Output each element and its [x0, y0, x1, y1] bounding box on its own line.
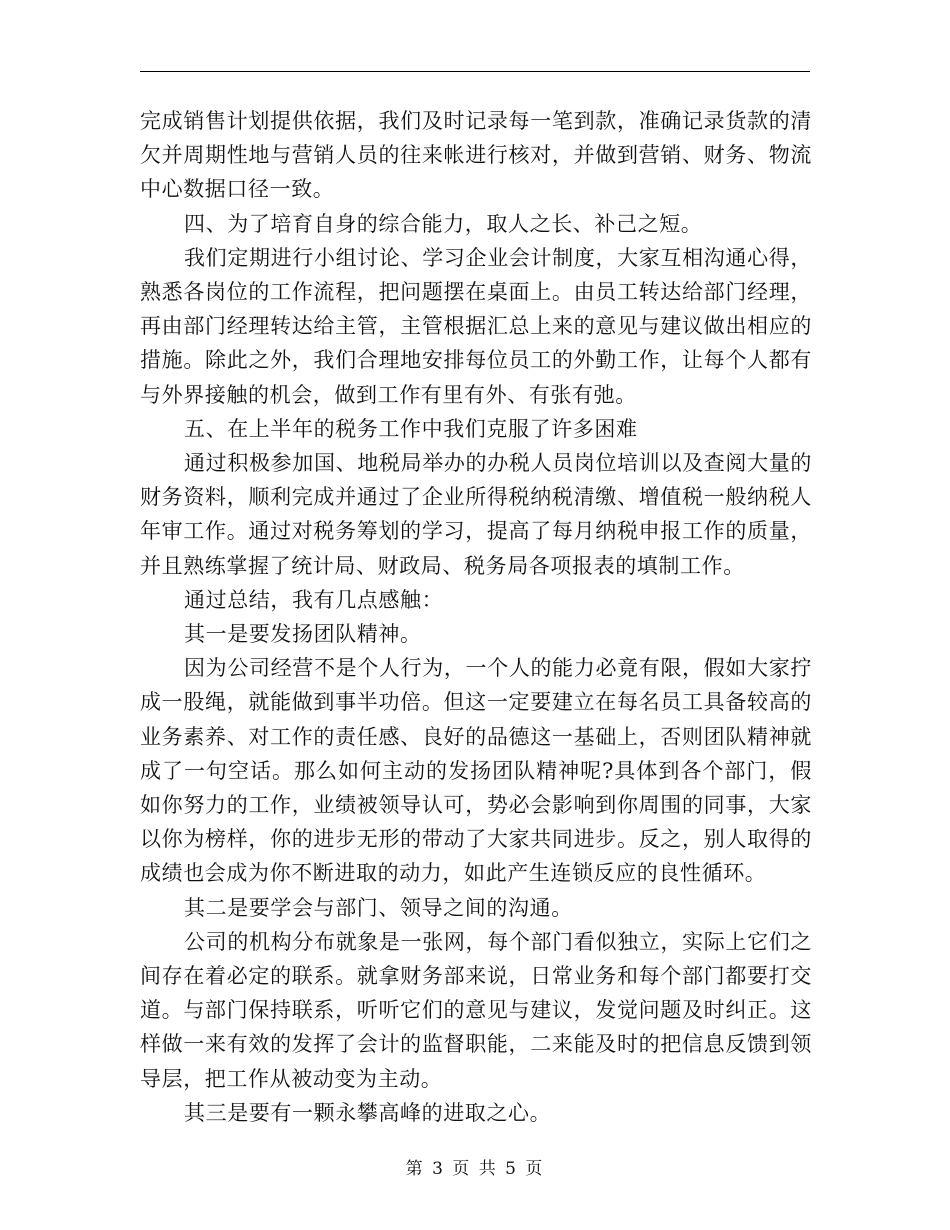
page-number-label: 第 3 页 共 5 页: [405, 1159, 545, 1179]
paragraph-intro-continuation: 完成销售计划提供依据，我们及时记录每一笔到款，准确记录货款的清欠并周期性地与营销人员的往来帐进行核对，并做到营销、财务、物流中心数据口径一致。: [140, 109, 812, 202]
section-heading-five: 五、在上半年的税务工作中我们克服了许多困难: [184, 416, 638, 441]
point-two-heading: 其二是要学会与部门、领导之间的沟通。: [184, 895, 573, 920]
point-one-heading: 其一是要发扬团队精神。: [184, 622, 422, 647]
paragraph-team-spirit: 因为公司经营不是个人行为，一个人的能力必竟有限，假如大家拧成一股绳，就能做到事半功倍。但这一定要建立在每名员工具备较高的业务素养、对工作的责任感、良好的品德这一基础上，否则团队精神就成了一句空话。那么如何主动的发扬团队精神呢?具体到各个部门，假如你努力的工作，业绩被领导认可，势必会影响到你周围的同事，大家以你为榜样，你的进步无形的带动了大家共同进步。反之，别人取得的成绩也会成为你不断进取的动力，如此产生连锁反应的良性循环。: [140, 656, 812, 886]
paragraph-summary-intro: 通过总结，我有几点感触：: [184, 587, 444, 612]
paragraph-team-discussion: 我们定期进行小组讨论、学习企业会计制度，大家互相沟通心得，熟悉各岗位的工作流程，把问题摆在桌面上。由员工转达给部门经理，再由部门经理转达给主管，主管根据汇总上来的意见与建议做出相应的措施。除此之外，我们合理地安排每位员工的外勤工作，让每个人都有与外界接触的机会，做到工作有里有外、有张有弛。: [140, 245, 812, 407]
header-rule: [140, 71, 810, 72]
point-three-heading: 其三是要有一颗永攀高峰的进取之心。: [184, 1100, 552, 1125]
page-footer: [0, 1154, 950, 1179]
section-heading-four: 四、为了培育自身的综合能力，取人之长、补己之短。: [184, 211, 703, 236]
paragraph-tax-work: 通过积极参加国、地税局举办的办税人员岗位培训以及查阅大量的财务资料，顺利完成并通过了企业所得税纳税清缴、增值税一般纳税人年审工作。通过对税务筹划的学习，提高了每月纳税申报工作的质量，并且熟练掌握了统计局、财政局、税务局各项报表的填制工作。: [140, 451, 812, 578]
paragraph-communication: 公司的机构分布就象是一张网，每个部门看似独立，实际上它们之间存在着必定的联系。就拿财务部来说，日常业务和每个部门都要打交道。与部门保持联系，听听它们的意见与建议，发觉问题及时纠正。这样做一来有效的发挥了会计的监督职能，二来能及时的把信息反馈到领导层，把工作从被动变为主动。: [140, 929, 812, 1091]
document-body: [140, 104, 812, 1130]
